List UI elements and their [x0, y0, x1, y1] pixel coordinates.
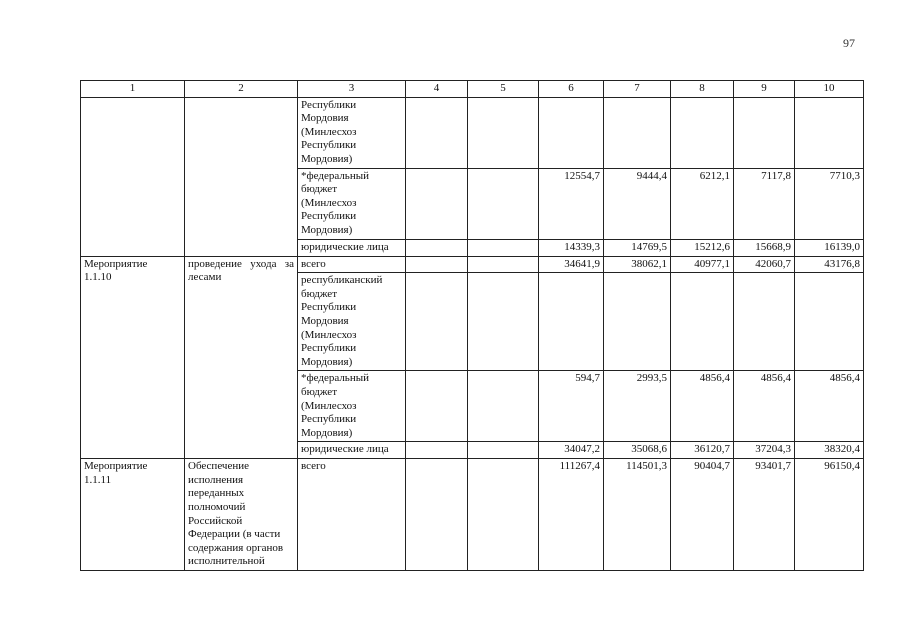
value-cell: 16139,0	[795, 239, 864, 256]
budget-table	[80, 80, 864, 571]
value-cell: 36120,7	[671, 442, 734, 459]
value-cell	[604, 97, 671, 168]
col-6-header: 6	[539, 81, 604, 98]
value-cell	[468, 239, 539, 256]
measure-description: проведение ухода за лесами	[185, 256, 298, 459]
value-cell: 4856,4	[795, 371, 864, 442]
value-cell: 15212,6	[671, 239, 734, 256]
value-cell	[539, 97, 604, 168]
page-number: 97	[843, 36, 855, 50]
value-cell	[734, 97, 795, 168]
col-2-header: 2	[185, 81, 298, 98]
value-cell	[406, 459, 468, 571]
value-cell	[468, 97, 539, 168]
col-4-header: 4	[406, 81, 468, 98]
value-cell: 4856,4	[671, 371, 734, 442]
col-1-header: 1	[81, 81, 185, 98]
value-cell: 34047,2	[539, 442, 604, 459]
funding-source: юридические лица	[298, 239, 406, 256]
value-cell	[671, 97, 734, 168]
value-cell	[406, 97, 468, 168]
value-cell	[468, 273, 539, 371]
description-cell	[185, 97, 298, 256]
measure-description: Обеспечение исполнения переданных полномочий Российской Федерации (в части содержания органов исполнительной	[185, 459, 298, 571]
col-5-header: 5	[468, 81, 539, 98]
value-cell	[795, 273, 864, 371]
measure-name: Мероприятие 1.1.10	[81, 256, 185, 459]
value-cell: 38320,4	[795, 442, 864, 459]
funding-source: Республики Мордовия (Минлесхоз Республики Мордовия)	[298, 97, 406, 168]
funding-source: *федеральный бюджет (Минлесхоз Республики Мордовия)	[298, 371, 406, 442]
value-cell: 114501,3	[604, 459, 671, 571]
value-cell: 7710,3	[795, 168, 864, 239]
measure-name: Мероприятие 1.1.11	[81, 459, 185, 571]
value-cell	[406, 273, 468, 371]
value-cell	[468, 256, 539, 273]
funding-source: юридические лица	[298, 442, 406, 459]
col-9-header: 9	[734, 81, 795, 98]
table-row	[81, 256, 864, 273]
col-8-header: 8	[671, 81, 734, 98]
value-cell: 38062,1	[604, 256, 671, 273]
funding-source: республиканский бюджет Республики Мордовия (Минлесхоз Республики Мордовия)	[298, 273, 406, 371]
value-cell	[406, 442, 468, 459]
value-cell	[468, 371, 539, 442]
value-cell: 594,7	[539, 371, 604, 442]
value-cell: 40977,1	[671, 256, 734, 273]
value-cell: 14339,3	[539, 239, 604, 256]
value-cell	[406, 371, 468, 442]
col-3-header: 3	[298, 81, 406, 98]
value-cell	[468, 459, 539, 571]
value-cell: 12554,7	[539, 168, 604, 239]
value-cell: 96150,4	[795, 459, 864, 571]
value-cell	[795, 97, 864, 168]
table-row	[81, 459, 864, 571]
funding-source: *федеральный бюджет (Минлесхоз Республики Мордовия)	[298, 168, 406, 239]
value-cell: 34641,9	[539, 256, 604, 273]
measure-cell	[81, 97, 185, 256]
header-row	[81, 81, 864, 98]
col-10-header: 10	[795, 81, 864, 98]
table-row	[81, 97, 864, 168]
value-cell: 90404,7	[671, 459, 734, 571]
value-cell: 14769,5	[604, 239, 671, 256]
col-7-header: 7	[604, 81, 671, 98]
value-cell: 111267,4	[539, 459, 604, 571]
value-cell: 37204,3	[734, 442, 795, 459]
value-cell: 2993,5	[604, 371, 671, 442]
value-cell: 6212,1	[671, 168, 734, 239]
value-cell: 9444,4	[604, 168, 671, 239]
value-cell	[734, 273, 795, 371]
value-cell	[406, 168, 468, 239]
value-cell	[468, 168, 539, 239]
value-cell	[406, 256, 468, 273]
value-cell: 7117,8	[734, 168, 795, 239]
value-cell: 35068,6	[604, 442, 671, 459]
funding-source: всего	[298, 256, 406, 273]
funding-source: всего	[298, 459, 406, 571]
value-cell: 93401,7	[734, 459, 795, 571]
value-cell	[671, 273, 734, 371]
value-cell	[604, 273, 671, 371]
value-cell: 4856,4	[734, 371, 795, 442]
value-cell: 42060,7	[734, 256, 795, 273]
value-cell: 15668,9	[734, 239, 795, 256]
value-cell	[539, 273, 604, 371]
value-cell	[406, 239, 468, 256]
value-cell: 43176,8	[795, 256, 864, 273]
value-cell	[468, 442, 539, 459]
